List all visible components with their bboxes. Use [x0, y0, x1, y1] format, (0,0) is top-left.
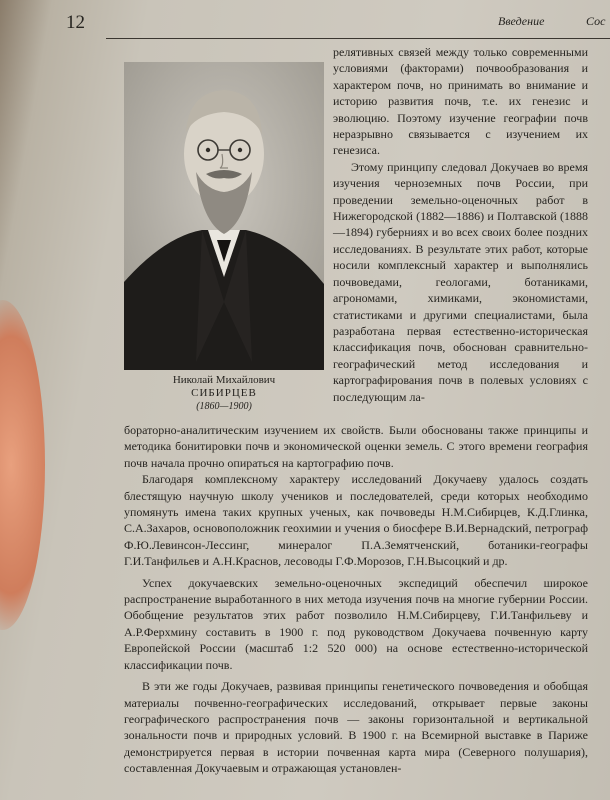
photo-caption [124, 374, 324, 413]
full-width-text [124, 422, 588, 777]
right-text-column [333, 44, 588, 405]
paragraph-continuation: релятивных связей между только современными условиями (факторами) почвообразования и характером почв, но принимать во внимание и историю развития почв, т.е. их генезис и эволюцию. Поэтому изучение географии почв неразрывно связывается с изучением их генезиса. [333, 45, 588, 158]
page-number: 12 [66, 12, 85, 33]
caption-years: (1860—1900) [196, 401, 252, 412]
portrait-illustration [124, 62, 324, 370]
caption-name: Николай Михайлович [172, 374, 276, 386]
book-page [30, 0, 610, 800]
caption-surname: СИБИРЦЕВ [191, 387, 257, 399]
paragraph-dokuchaev-principle: Этому принципу следовал Докучаев во время изучения черноземных почв России, при проведении земельно-оценочных работ в Нижегородской (1882—1886) и Полтавской (1888—1894) губерниях и во всех своих более поздних исследованиях. В результате этих работ, которые носили комплексный характер и выполнялись почвоведами, геологами, ботаниками, агрономами, химиками, экономистами, статистиками и другими специалистами, была разработана первая естественно-историческая классификация почв, обоснован сравнительно-географический метод исследования и картографирования почв в полевых условиях с последующим ла- [333, 159, 588, 404]
portrait-photo [124, 62, 324, 370]
paragraph-continuation-2: бораторно-аналитическим изучением их свойств. Были обоснованы также принципы и методика бонитировки почв и экономической оценки земель. С этого времени география почв начала прочно опираться на картографию почв. [124, 423, 588, 470]
running-header-section: Введение [498, 14, 545, 28]
next-page-header-fragment: Сос [586, 14, 606, 28]
header-rule [106, 38, 610, 39]
paragraph-school: Благодаря комплексному характеру исследований Докучаеву удалось создать блестящую научную школу учеников и последователей, среди которых необходимо упомянуть имена таких крупных ученых, как почвоведы Н.М.Сибирцев, К.Д.Глинка, С.А.Захаров, основоположник геохимии и учения о биосфере В.И.Вернадский, петрограф Ф.Ю.Левинсон-Лессинг, минералог П.А.Земятченский, ботаники-географы Г.И.Танфильев и А.Н.Краснов, лесоводы Г.Ф.Морозов, Г.Н.Высоцкий и др. [124, 472, 588, 569]
paragraph-expeditions: Успех докучаевских земельно-оценочных экспедиций обеспечил широкое распространение выработанного в них метода изучения почв на многие губернии России. Обобщение результатов этих работ позволило Н.М.Сибирцеву, Г.И.Танфильеву и А.Р.Ферхмину составить в 1900 г. под руководством Докучаева почвенную карту Европейской России (масштаб 1:2 520 000) на основе естественно-исторической классификации почв. [124, 575, 588, 672]
paragraph-zonality: В эти же годы Докучаев, развивая принципы генетического почвоведения и обобщая материалы почвенно-географических исследований, открывает первые законы географического распространения почв — законы горизонтальной и вертикальной зональности почв и природных условий. В 1900 г. на Всемирной выставке в Париже демонстрируется первая в истории почвенная карта мира (Северного полушария), составленная Докучаевым и отражающая установлен- [124, 679, 588, 776]
